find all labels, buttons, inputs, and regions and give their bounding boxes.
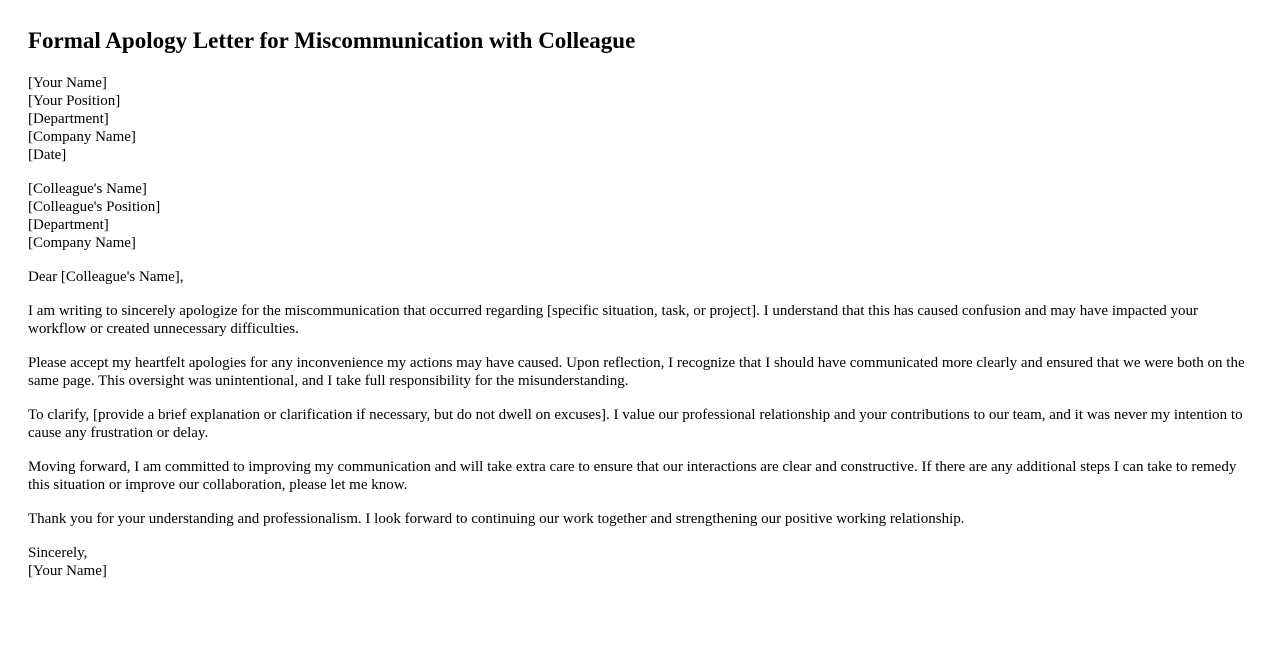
signature: [Your Name]: [28, 563, 107, 579]
body-paragraph: I am writing to sincerely apologize for the miscommunication that occurred regarding [specific situation, task, or project]. I understand that this has caused confusion and may have impacted your workflow or created unnecessary difficulties.: [28, 303, 1199, 337]
recipient-company: [Company Name]: [28, 235, 136, 251]
body-paragraph: To clarify, [provide a brief explanation or clarification if necessary, but do not dwell on excuses]. I value our professional relationship and your contributions to our team, and it was never my intention to cause any frustration or delay.: [28, 407, 1243, 441]
sender-name: [Your Name]: [28, 75, 107, 91]
valediction: Sincerely,: [28, 545, 88, 561]
recipient-department: [Department]: [28, 217, 109, 233]
salutation: Dear [Colleague's Name],: [28, 269, 184, 285]
body-paragraph: Thank you for your understanding and professionalism. I look forward to continuing our work together and strengthening our positive working relationship.: [28, 511, 965, 527]
closing-block: [28, 544, 1250, 580]
letter-date: [Date]: [28, 147, 67, 163]
sender-block: [28, 74, 1250, 164]
sender-department: [Department]: [28, 111, 109, 127]
letter-title: Formal Apology Letter for Miscommunication with Colleague: [28, 28, 636, 53]
recipient-position: [Colleague's Position]: [28, 199, 161, 215]
sender-position: [Your Position]: [28, 93, 121, 109]
sender-company: [Company Name]: [28, 129, 136, 145]
recipient-name: [Colleague's Name]: [28, 181, 147, 197]
body-paragraph: Moving forward, I am committed to improving my communication and will take extra care to ensure that our interactions are clear and constructive. If there are any additional steps I can take to remedy this situation or improve our collaboration, please let me know.: [28, 459, 1237, 493]
recipient-block: [28, 180, 1250, 252]
body-paragraph: Please accept my heartfelt apologies for any inconvenience my actions may have caused. Upon reflection, I recognize that I should have communicated more clearly and ensured that we were both on the same page. This oversight was unintentional, and I take full responsibility for the misunderstanding.: [28, 355, 1245, 389]
